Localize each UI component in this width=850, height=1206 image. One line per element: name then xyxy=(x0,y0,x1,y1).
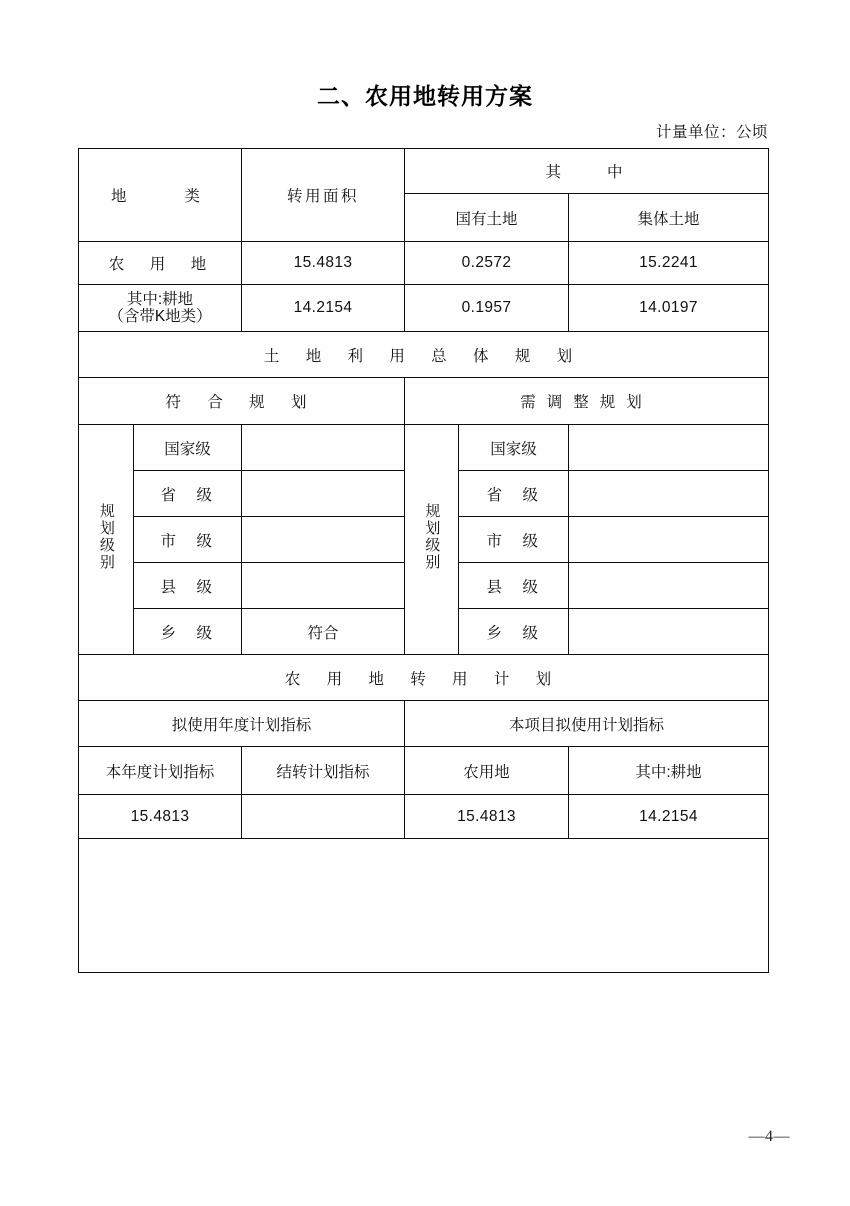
col-header-agricultural-land: 农用地 xyxy=(405,747,569,795)
conversion-plan-column-header-row xyxy=(79,747,769,795)
value-current-year-quota: 15.4813 xyxy=(79,795,242,839)
section-header-conversion-plan-row xyxy=(79,655,769,701)
subsection-title-conforming: 符 合 规 划 xyxy=(79,378,405,425)
table-row xyxy=(79,242,769,285)
row-label-cultivated-line2: （含带K地类） xyxy=(108,308,212,325)
cell-state-owned-agricultural: 0.2572 xyxy=(405,242,569,285)
header-collective-owned: 集体土地 xyxy=(569,194,769,242)
level-header-needs-adjustment-text: 规划级别 xyxy=(423,503,441,571)
conversion-plan-value-row xyxy=(79,795,769,839)
blank-notes-cell xyxy=(79,839,769,973)
subsection-title-needs-adjustment: 需调整规划 xyxy=(405,378,769,425)
conforming-level-name-national: 国家级 xyxy=(134,425,242,471)
col-header-carryover-quota: 结转计划指标 xyxy=(242,747,405,795)
row-label-cultivated-land xyxy=(79,285,242,332)
adjust-level-name-provincial: 省 级 xyxy=(459,471,569,517)
measurement-unit-note: 计量单位：公顷 xyxy=(655,124,768,141)
adjust-level-value-township xyxy=(569,609,769,655)
section-header-overall-plan-row xyxy=(79,332,769,378)
adjust-level-value-national xyxy=(569,425,769,471)
adjust-level-value-provincial xyxy=(569,471,769,517)
group-header-annual-quota: 拟使用年度计划指标 xyxy=(79,701,405,747)
header-converted-area: 转用面积 xyxy=(242,149,405,242)
plan-level-row xyxy=(79,425,769,471)
row-label-cultivated-line1: 其中:耕地 xyxy=(126,290,194,308)
table-blank-area-row xyxy=(79,839,769,973)
page-title: 二、农用地转用方案 xyxy=(317,83,533,109)
conforming-level-name-provincial: 省 级 xyxy=(134,471,242,517)
cell-state-owned-cultivated: 0.1957 xyxy=(405,285,569,332)
conforming-level-value-county xyxy=(242,563,405,609)
conforming-level-value-municipal xyxy=(242,517,405,563)
section-title-overall-plan: 土 地 利 用 总 体 规 划 xyxy=(79,332,769,378)
header-of-which: 其 中 xyxy=(405,149,769,194)
table-header-row-top xyxy=(79,149,769,194)
group-header-project-quota: 本项目拟使用计划指标 xyxy=(405,701,769,747)
table-row xyxy=(79,285,769,332)
header-state-owned: 国有土地 xyxy=(405,194,569,242)
land-conversion-table xyxy=(78,148,768,960)
col-header-current-year-quota: 本年度计划指标 xyxy=(79,747,242,795)
cell-converted-area-cultivated: 14.2154 xyxy=(242,285,405,332)
adjust-level-name-municipal: 市 级 xyxy=(459,517,569,563)
adjust-level-name-township: 乡 级 xyxy=(459,609,569,655)
section-title-conversion-plan: 农 用 地 转 用 计 划 xyxy=(79,655,769,701)
value-of-which-cultivated: 14.2154 xyxy=(569,795,769,839)
conforming-level-value-township: 符合 xyxy=(242,609,405,655)
header-land-type: 地 类 xyxy=(79,149,242,242)
cell-collective-owned-agricultural: 15.2241 xyxy=(569,242,769,285)
cell-converted-area-agricultural: 15.4813 xyxy=(242,242,405,285)
row-label-agricultural-land: 农 用 地 xyxy=(79,242,242,285)
adjust-level-name-county: 县 级 xyxy=(459,563,569,609)
value-carryover-quota xyxy=(242,795,405,839)
col-header-of-which-cultivated: 其中:耕地 xyxy=(569,747,769,795)
adjust-level-value-municipal xyxy=(569,517,769,563)
conversion-plan-group-row xyxy=(79,701,769,747)
level-header-needs-adjustment xyxy=(405,425,459,655)
page-number: —4— xyxy=(748,1128,790,1145)
plan-subheader-row xyxy=(79,378,769,425)
level-header-conforming-text: 规划级别 xyxy=(97,503,115,571)
conforming-level-name-municipal: 市 级 xyxy=(134,517,242,563)
conforming-level-value-national xyxy=(242,425,405,471)
adjust-level-name-national: 国家级 xyxy=(459,425,569,471)
conforming-level-name-township: 乡 级 xyxy=(134,609,242,655)
conforming-level-value-provincial xyxy=(242,471,405,517)
adjust-level-value-county xyxy=(569,563,769,609)
level-header-conforming xyxy=(79,425,134,655)
conforming-level-name-county: 县 级 xyxy=(134,563,242,609)
value-agricultural-land: 15.4813 xyxy=(405,795,569,839)
cell-collective-owned-cultivated: 14.0197 xyxy=(569,285,769,332)
